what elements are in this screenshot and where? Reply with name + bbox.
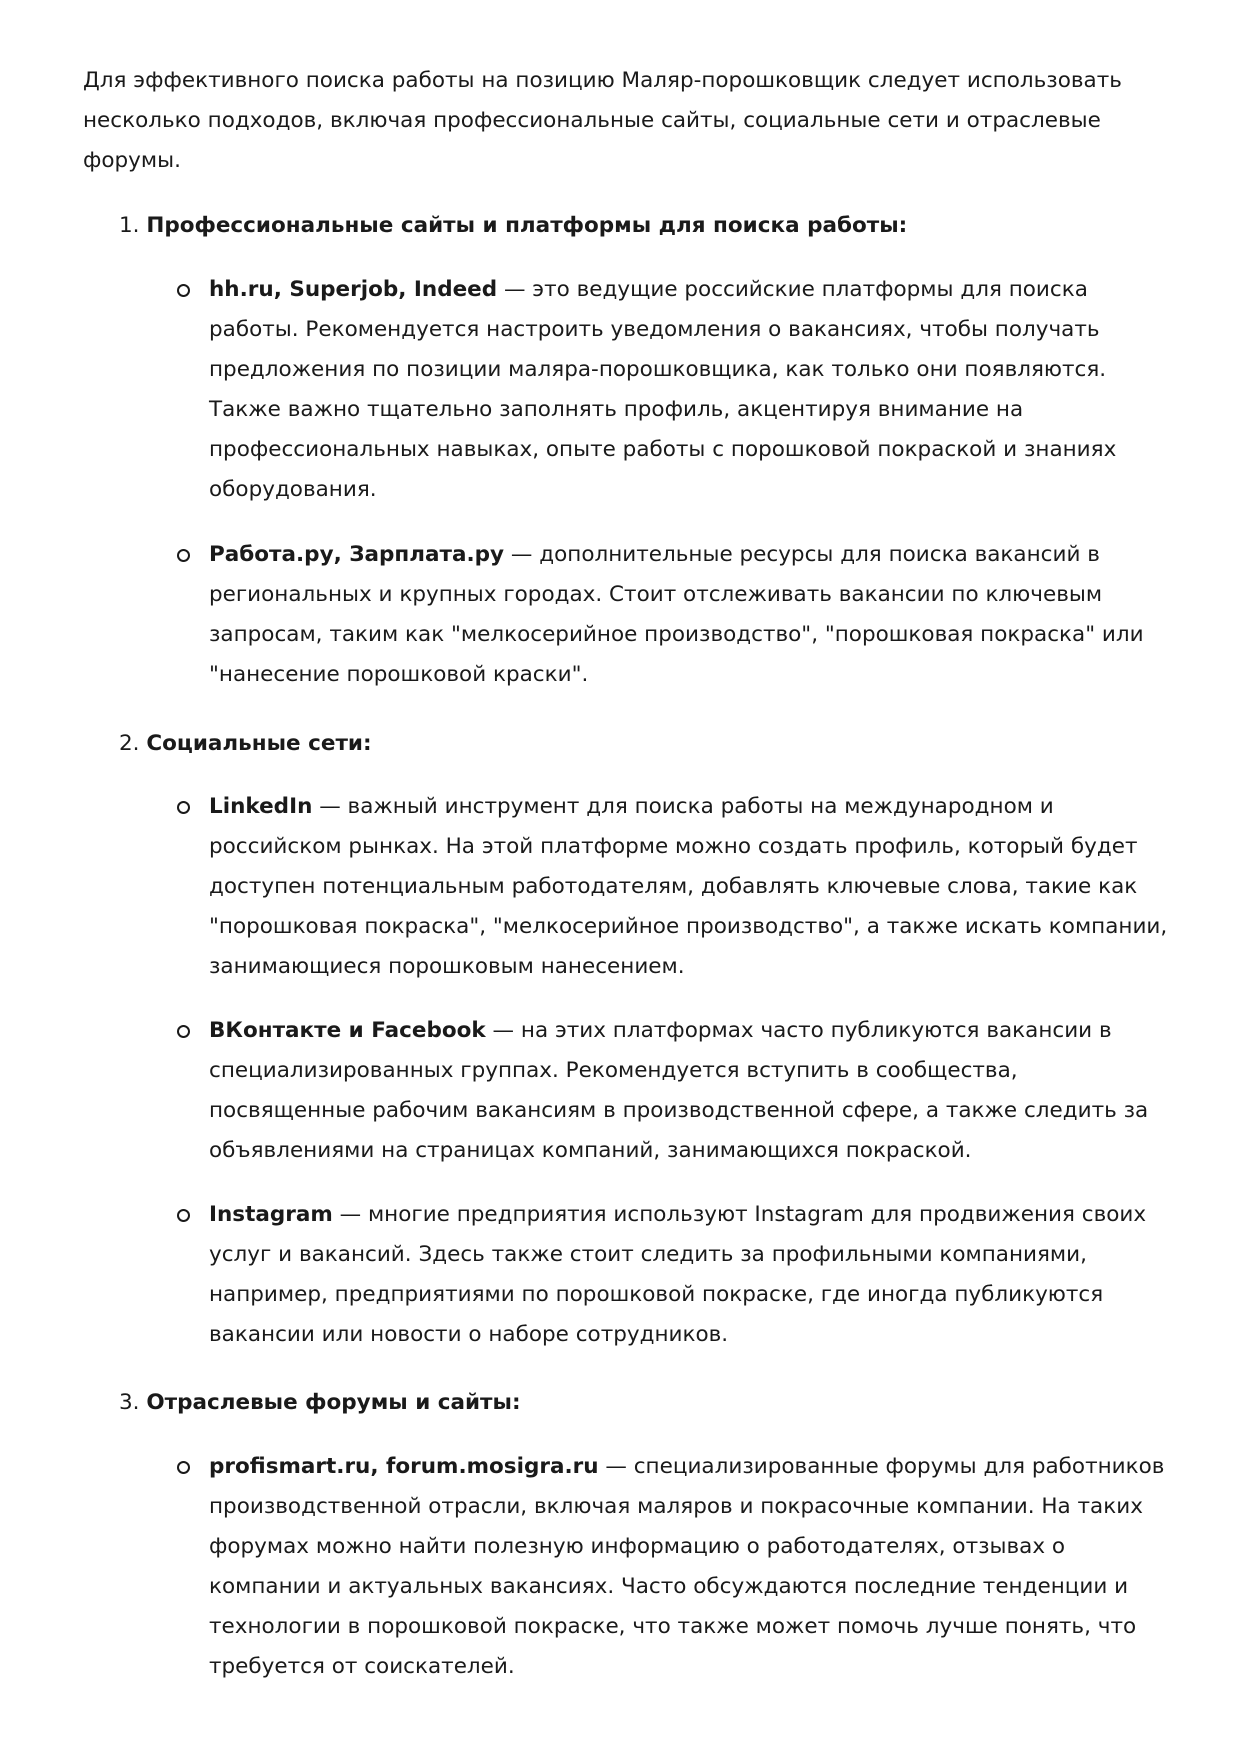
item-lead: Instagram	[209, 1202, 333, 1227]
item-body: — дополнительные ресурсы для поиска вакансий в региональных и крупных городах. Стоит отслеживать вакансии по ключевым запросам, таким как "мелкосерийное производство", "порошковая покраска" или "нанесение порошковой краски".	[209, 542, 1144, 687]
circle-bullet-icon	[177, 1025, 190, 1038]
circle-bullet-icon	[177, 801, 190, 814]
list-item-text	[209, 1195, 1169, 1355]
section-title: Профессиональные сайты и платформы для поиска работы:	[146, 213, 908, 238]
section-title: Отраслевые форумы и сайты:	[146, 1390, 521, 1415]
list-item-text	[209, 1011, 1169, 1171]
item-lead: LinkedIn	[209, 794, 313, 819]
list-item-text	[209, 787, 1169, 987]
list-item-text	[209, 535, 1169, 695]
item-body: — это ведущие российские платформы для поиска работы. Рекомендуется настроить уведомления о вакансиях, чтобы получать предложения по позиции маляра-порошковщика, как только они появляются. Также важно тщательно заполнять профиль, акцентируя внимание на профессиональных навыках, опыте работы с порошковой покраской и знаниях оборудования.	[209, 277, 1117, 502]
item-lead: hh.ru, Superjob, Indeed	[209, 277, 498, 302]
list-item-text	[209, 270, 1169, 510]
item-lead: profismart.ru, forum.mosigra.ru	[209, 1454, 599, 1479]
section-number: 3.	[119, 1390, 140, 1415]
item-body: — специализированные форумы для работников производственной отрасли, включая маляров и покрасочные компании. На таких форумах можно найти полезную информацию о работодателях, отзывах о компании и актуальных вакансиях. Часто обсуждаются последние тенденции и технологии в порошковой покраске, что также может помочь лучше понять, что требуется от соискателей.	[209, 1454, 1165, 1679]
circle-bullet-icon	[177, 284, 190, 297]
list-item-text	[209, 1447, 1169, 1687]
item-lead: ВКонтакте и Facebook	[209, 1018, 486, 1043]
circle-bullet-icon	[177, 549, 190, 562]
circle-bullet-icon	[177, 1461, 190, 1474]
section-number: 2.	[119, 731, 140, 756]
section-title: Социальные сети:	[146, 731, 372, 756]
intro-paragraph: Для эффективного поиска работы на позицию Маляр-порошковщик следует использовать несколько подходов, включая профессиональные сайты, социальные сети и отраслевые форумы.	[83, 68, 1122, 173]
item-body: — многие предприятия используют Instagram для продвижения своих услуг и вакансий. Здесь также стоит следить за профильными компаниями, например, предприятиями по порошковой покраске, где иногда публикуются вакансии или новости о наборе сотрудников.	[209, 1202, 1147, 1347]
section-number: 1.	[119, 213, 140, 238]
section-heading	[119, 206, 907, 246]
item-body: — на этих платформах часто публикуются вакансии в специализированных группах. Рекомендуется вступить в сообщества, посвященные рабочим вакансиям в производственной сфере, а также следить за объявлениями на страницах компаний, занимающихся покраской.	[209, 1018, 1149, 1163]
item-lead: Работа.ру, Зарплата.ру	[209, 542, 505, 567]
circle-bullet-icon	[177, 1209, 190, 1222]
section-heading	[119, 724, 372, 764]
section-heading	[119, 1383, 521, 1423]
item-body: — важный инструмент для поиска работы на международном и российском рынках. На этой платформе можно создать профиль, который будет доступен потенциальным работодателям, добавлять ключевые слова, такие как "порошковая покраска", "мелкосерийное производство", а также искать компании, занимающиеся порошковым нанесением.	[209, 794, 1168, 979]
